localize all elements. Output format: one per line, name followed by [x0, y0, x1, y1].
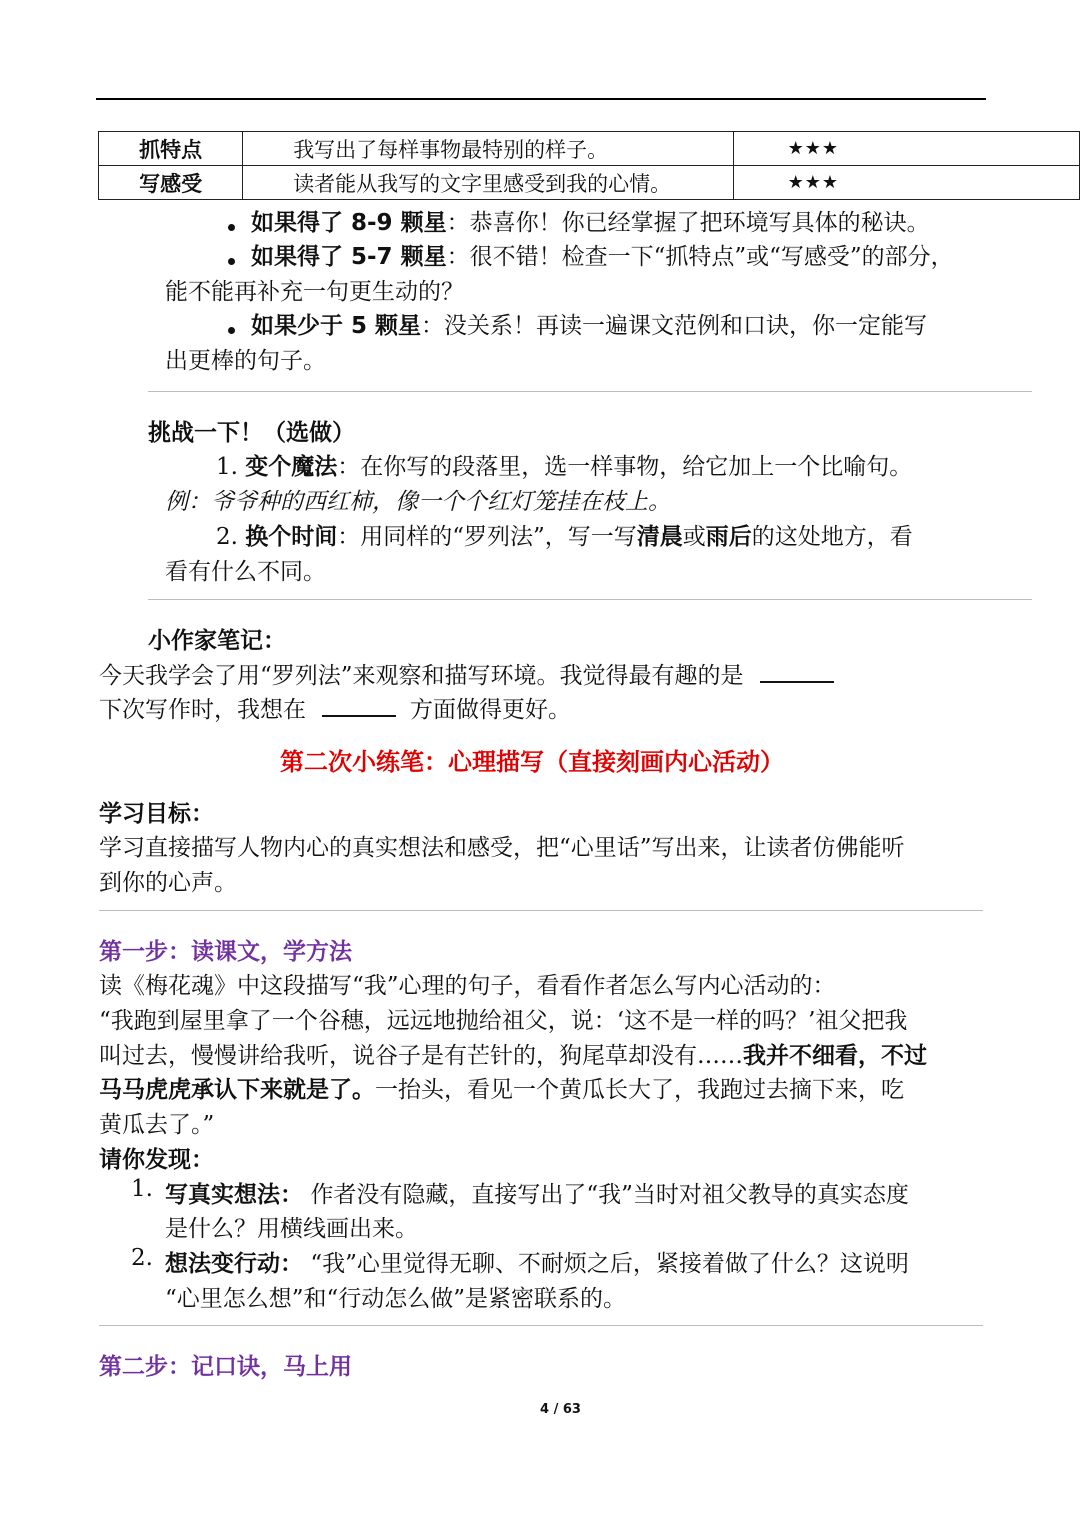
rubric-description: 我写出了每样事物最特别的样子。	[243, 132, 733, 166]
bullet-icon	[228, 258, 235, 265]
question-1	[165, 1176, 909, 1209]
notes-text: 下次写作时，我想在	[99, 697, 306, 723]
challenge-keyword: 清晨	[636, 524, 683, 550]
challenge-item-1	[216, 448, 912, 481]
divider	[148, 599, 1032, 600]
challenge-item-text: ：在你写的段落里，选一样事物，给它加上一个比喻句。	[337, 454, 913, 480]
quote-line: “我跑到屋里拿了一个谷穗，远远地抛给祖父，说：‘这不是一样的吗？’祖父把我	[99, 1008, 908, 1034]
goal-text: 到你的心声。	[99, 870, 237, 896]
challenge-title: 挑战一下！（选做）	[148, 420, 355, 446]
notes-title: 小作家笔记：	[148, 628, 286, 654]
question-text: 是什么？用横线画出来。	[165, 1216, 418, 1242]
result-text: ：恭喜你！你已经掌握了把环境写具体的秘诀。	[446, 210, 930, 236]
question-text: “我”心里觉得无聊、不耐烦之后，紧接着做了什么？这说明	[310, 1251, 909, 1277]
section-heading: 第二次小练笔：心理描写（直接刻画内心活动）	[280, 748, 784, 776]
rubric-description: 读者能从我写的文字里感受到我的心情。	[243, 166, 733, 200]
fill-blank[interactable]	[322, 695, 396, 717]
table-row	[99, 132, 1080, 166]
goal-label: 学习目标：	[99, 801, 214, 827]
challenge-example: 例：爷爷种的西红柿，像一个个红灯笼挂在枝上。	[165, 489, 671, 515]
challenge-item-text: ：用同样的“罗列法”，写一写	[337, 524, 637, 550]
fill-blank[interactable]	[760, 661, 834, 683]
rubric-criterion: 抓特点	[99, 132, 243, 166]
result-item	[251, 307, 927, 340]
rubric-table	[98, 131, 1080, 200]
quote-line	[99, 1037, 927, 1070]
challenge-item-text: 或	[682, 524, 706, 550]
rubric-stars: ★★★	[733, 132, 1079, 166]
rubric-stars: ★★★	[733, 166, 1079, 200]
rubric-criterion: 写感受	[99, 166, 243, 200]
divider	[99, 1325, 983, 1326]
question-2	[165, 1245, 909, 1278]
notes-line-2	[99, 691, 571, 724]
challenge-keyword: 雨后	[705, 524, 752, 550]
challenge-item-2	[216, 518, 913, 551]
step-heading: 第一步：读课文，学方法	[99, 939, 352, 965]
header-rule	[96, 98, 986, 100]
result-label: 如果得了 5-7 颗星	[251, 244, 447, 270]
quote-line: 黄瓜去了。”	[99, 1112, 215, 1138]
question-label: 写真实想法：	[165, 1182, 303, 1208]
divider	[148, 391, 1032, 392]
discover-label: 请你发现：	[99, 1147, 214, 1173]
quote-line	[99, 1071, 904, 1104]
list-number: 1.	[131, 1176, 153, 1202]
quote-text: 一抬头，看见一个黄瓜长大了，我跑过去摘下来，吃	[375, 1077, 904, 1103]
quote-emphasis: 我并不细看，不过	[743, 1043, 927, 1069]
notes-text: 方面做得更好。	[410, 697, 571, 723]
question-text: “心里怎么想”和“行动怎么做”是紧密联系的。	[165, 1286, 627, 1312]
result-text-cont: 出更棒的句子。	[165, 348, 326, 374]
challenge-item-label: 换个时间	[245, 524, 338, 550]
intro-text: 读《梅花魂》中这段描写“我”心理的句子，看看作者怎么写内心活动的：	[99, 973, 836, 999]
list-number: 2.	[216, 524, 238, 550]
quote-text: 叫过去，慢慢讲给我听，说谷子是有芒针的，狗尾草却没有……	[99, 1043, 743, 1069]
question-text: 作者没有隐藏，直接写出了“我”当时对祖父教导的真实态度	[310, 1182, 909, 1208]
question-label: 想法变行动：	[165, 1251, 303, 1277]
challenge-item-label: 变个魔法	[245, 454, 338, 480]
notes-line-1	[99, 657, 834, 690]
challenge-item-2-cont: 看有什么不同。	[165, 559, 326, 585]
goal-text: 学习直接描写人物内心的真实想法和感受，把“心里话”写出来，让读者仿佛能听	[99, 835, 905, 861]
divider	[99, 910, 983, 911]
notes-text: 今天我学会了用“罗列法”来观察和描写环境。我觉得最有趣的是	[99, 663, 744, 689]
result-label: 如果少于 5 颗星	[251, 313, 422, 339]
result-item	[251, 238, 954, 271]
table-row	[99, 166, 1080, 200]
result-text: ：没关系！再读一遍课文范例和口诀，你一定能写	[421, 313, 928, 339]
step-heading: 第二步：记口诀，马上用	[99, 1354, 352, 1380]
quote-emphasis: 马马虎虎承认下来就是了。	[99, 1077, 375, 1103]
list-number: 2.	[131, 1245, 153, 1271]
page-number: 4 / 63	[540, 1402, 581, 1417]
result-text-cont: 能不能再补充一句更生动的？	[165, 279, 464, 305]
bullet-icon	[228, 224, 235, 231]
result-label: 如果得了 8-9 颗星	[251, 210, 447, 236]
result-text: ：很不错！检查一下“抓特点”或“写感受”的部分，	[446, 244, 954, 270]
challenge-item-text: 的这处地方，看	[751, 524, 913, 550]
bullet-icon	[228, 327, 235, 334]
list-number: 1.	[216, 454, 238, 480]
result-item	[251, 204, 930, 237]
